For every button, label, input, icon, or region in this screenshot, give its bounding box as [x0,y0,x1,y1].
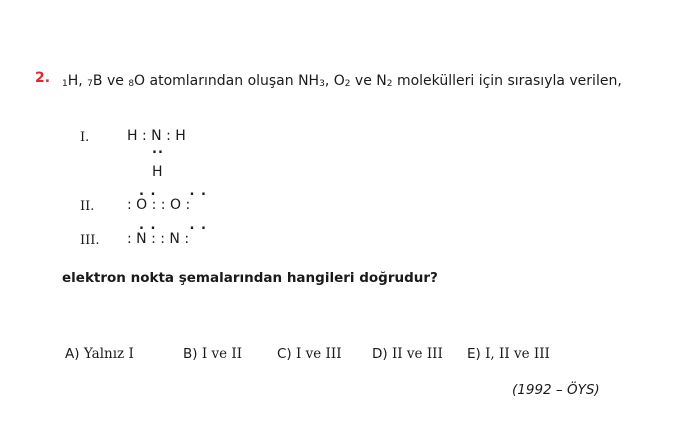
o2-subscript: 2 [344,79,351,89]
choice-e-text: I, II ve III [485,346,550,362]
choice-c[interactable] [277,346,342,362]
choice-a[interactable] [65,346,134,362]
stem-tail: molekülleri için sırasıyla verilen, [392,73,622,89]
nh3-bottom-h: H [152,164,163,180]
question-stem [62,70,638,95]
choice-e-letter: E) [467,346,481,362]
nh3-lone-pair: .. [152,142,164,157]
n2-structure: : N : : N : [127,231,190,247]
question-prompt: elektron nokta şemalarından hangileri doğrudur? [62,270,438,286]
nh3-top-line: H : N : H [127,128,186,144]
structure-label-3: III. [80,233,100,248]
question-number: 2. [35,70,51,86]
choice-e[interactable] [467,346,550,362]
n2-subscript: 2 [386,79,393,89]
stem-sep2: ve N [350,73,387,89]
source-citation: (1992 – ÖYS) [512,382,600,398]
choice-b-letter: B) [183,346,198,362]
structure-label-1: I. [80,130,90,145]
h-atomic-number: 1 [62,79,68,89]
stem-h: H, [67,73,88,89]
choice-d-letter: D) [372,346,388,362]
stem-sep1: , O [324,73,345,89]
choice-a-text: Yalnız I [83,346,134,362]
choice-c-letter: C) [277,346,292,362]
o-atomic-number: 8 [128,79,135,89]
choice-a-letter: A) [65,346,80,362]
b-atomic-number: 7 [87,79,93,89]
n2-top-dots: . . . . [139,218,207,233]
stem-b: B ve [92,73,129,89]
choice-d-text: II ve III [391,346,443,362]
stem-o: O atomlarından oluşan NH [134,73,320,89]
choice-c-text: I ve III [296,346,342,362]
choice-d[interactable] [372,346,443,362]
choice-b-text: I ve II [201,346,243,362]
nh3-subscript: 3 [319,79,325,89]
o2-top-dots: . . . . [139,184,207,199]
structure-label-2: II. [80,199,95,214]
choice-b[interactable] [183,346,242,362]
o2-structure: : O : : O : [127,197,191,213]
